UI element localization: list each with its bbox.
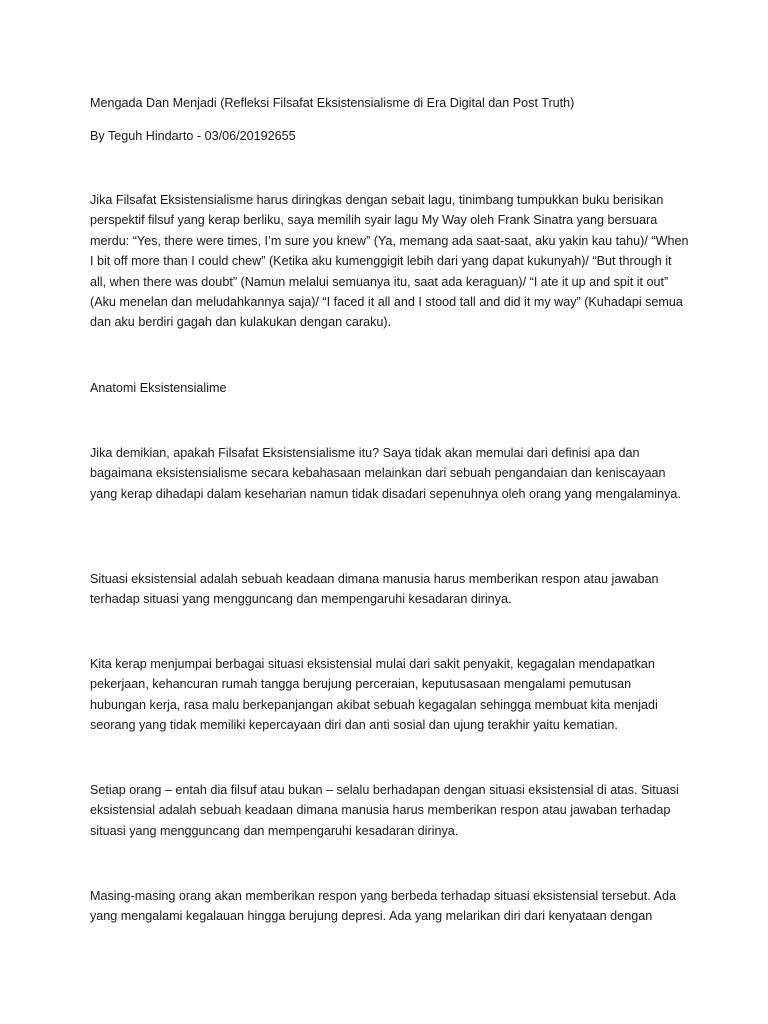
paragraph-definition: Jika demikian, apakah Filsafat Eksistensialisme itu? Saya tidak akan memulai dari definisi apa dan bagaimana eksistensialisme secara kebahasaan melainkan dari sebuah pengandaian dan keniscayaan yang kerap dihadapi dalam keseharian namun tidak disadari sepenuhnya oleh orang yang mengalaminya. (90, 446, 681, 501)
section-heading: Anatomi Eksistensialime (90, 381, 227, 395)
intro-paragraph: Jika Filsafat Eksistensialisme harus diringkas dengan sebait lagu, tinimbang tumpukkan buku berisikan perspektif filsuf yang kerap berliku, saya memilih syair lagu My Way oleh Frank Sinatra yang bersuara merdu: “Yes, there were times, I’m sure you knew” (Ya, memang ada saat-saat, aku yakin kau tahu)/ “When I bit off more than I could chew” (Ketika aku kumenggigit lebih dari yang dapat kukunyah)/ “But through it all, when there was doubt” (Namun melalui semuanya itu, saat ada keraguan)/ “I ate it up and spit it out” (Aku menelan dan meludahkannya saja)/ “I faced it all and I stood tall and did it my way” (Kuhadapi semua dan aku berdiri gagah dan kulakukan dengan caraku). (90, 193, 689, 330)
paragraph-setiap-orang: Setiap orang – entah dia filsuf atau bukan – selalu berhadapan dengan situasi eksistensial di atas. Situasi eksistensial adalah sebuah keadaan dimana manusia harus memberikan respon atau jawaban terhadap situasi yang mengguncang dan mempengaruhi kesadaran dirinya. (90, 783, 679, 838)
byline: By Teguh Hindarto - 03/06/20192655 (90, 129, 296, 143)
paragraph-situasi: Situasi eksistensial adalah sebuah keadaan dimana manusia harus memberikan respon atau jawaban terhadap situasi yang mengguncang dan mempengaruhi kesadaran dirinya. (90, 572, 659, 607)
paragraph-contoh: Kita kerap menjumpai berbagai situasi eksistensial mulai dari sakit penyakit, kegagalan mendapatkan pekerjaan, kehancuran rumah tangga berujung perceraian, keputusasaan mengalami pemutusan hubungan kerja, rasa malu berkepanjangan akibat sebuah kegagalan sehingga membuat kita menjadi seorang yang tidak memiliki kepercayaan diri dan anti sosial dan ujung terakhir yaitu kematian. (90, 657, 658, 733)
paragraph-respon: Masing-masing orang akan memberikan respon yang berbeda terhadap situasi eksistensial tersebut. Ada yang mengalami kegalauan hingga berujung depresi. Ada yang melarikan diri dari kenyataan dengan (90, 889, 676, 924)
document-title: Mengada Dan Menjadi (Refleksi Filsafat Eksistensialisme di Era Digital dan Post Truth) (90, 96, 575, 110)
